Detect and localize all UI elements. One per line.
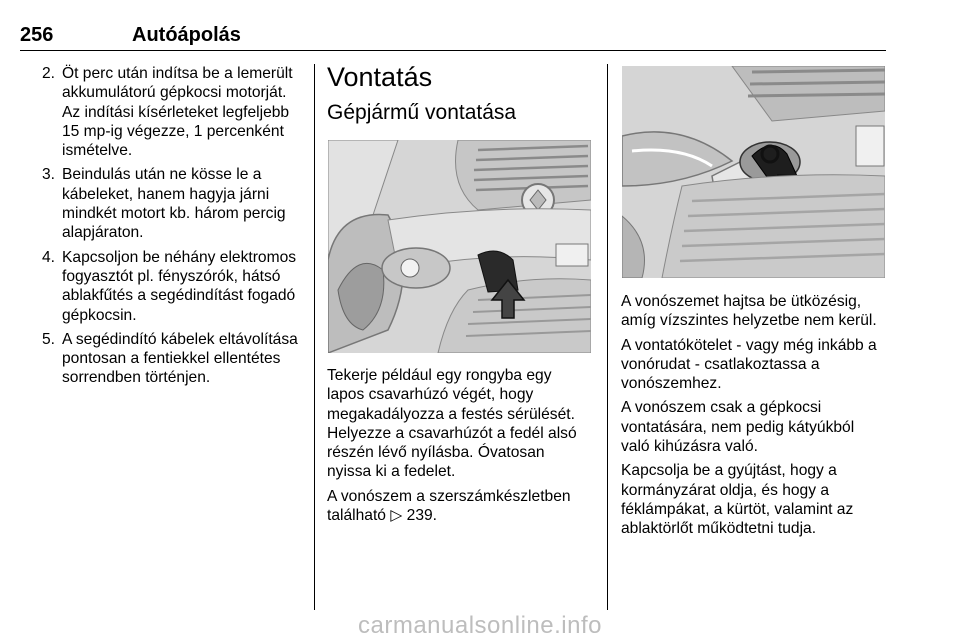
item-number: 4.: [42, 248, 56, 266]
page-number: 256: [20, 24, 54, 46]
towing-eye-text-block: [621, 292, 887, 544]
list-item: [38, 64, 303, 160]
section-subheading: Gépjármű vontatása: [327, 101, 517, 124]
paragraph: A vonószem csak a gépkocsi vontatására, nem pedig kátyúkból való kihúzásra való.: [621, 399, 855, 456]
item-text: Öt perc után indítsa be a lemerült akkumulátorú gépkocsi motorját. Az indítási kísérleteket legfeljebb 15 mp-ig végezze, 1 percenként ismételve.: [62, 65, 293, 160]
item-text: Beindulás után ne kösse le a kábeleket, hanem hagyja járni mindkét motort kb. három percig alapjáraton.: [62, 166, 286, 242]
list-item: [38, 165, 303, 242]
item-number: 2.: [42, 65, 56, 82]
item-text: Kapcsoljon be néhány elektromos fogyasztót pl. fényszórók, hátsó ablakfűtés a segédindítást fogadó gépkocsin.: [62, 248, 297, 324]
reference-arrow-icon: ▷: [390, 507, 403, 525]
item-number: 3.: [42, 166, 56, 184]
page-reference[interactable]: 239.: [406, 507, 438, 525]
towing-column: [327, 60, 592, 127]
towing-eye-figure: [622, 66, 885, 278]
chapter-title: Autóápolás: [132, 24, 241, 46]
item-text: A segédindító kábelek eltávolítása pontosan a fentiekkel ellentétes sorrendben történjen.: [62, 330, 298, 387]
section-heading: Vontatás: [327, 62, 433, 92]
bumper-cover-figure: [328, 140, 591, 353]
column-divider-right: [607, 64, 608, 610]
paragraph-text: A vonószem a szerszámkészletben található: [327, 487, 571, 525]
paragraph: Kapcsolja be a gyújtást, hogy a kormányzárat oldja, és hogy a féklámpákat, a kürtöt, valamint az ablaktörlőt működtetni tudja.: [621, 462, 854, 538]
bumper-cover-illustration: [328, 140, 591, 353]
paragraph: [327, 487, 592, 526]
towing-eye-illustration: [622, 66, 885, 278]
column-divider-left: [314, 64, 315, 610]
item-number: 5.: [42, 330, 56, 348]
list-item: [38, 330, 303, 388]
steps-list: [38, 64, 303, 388]
page-header: [20, 22, 886, 51]
paragraph: Tekerje például egy rongyba egy lapos csavarhúzó végét, hogy megakadályozza a festés sérülését. Helyezze a csavarhúzót a fedél alsó részén lévő nyílásba. Óvatosan nyissa ki a fedelet.: [327, 367, 577, 481]
paragraph: A vonószemet hajtsa be ütközésig, amíg vízszintes helyzetbe nem kerül.: [621, 293, 877, 330]
list-item: [38, 248, 303, 325]
towing-text-block: [327, 366, 592, 530]
steps-column: [38, 64, 303, 393]
paragraph: A vontatókötelet - vagy még inkább a vonórudat - csatlakoztassa a vonószemhez.: [621, 336, 877, 393]
watermark: carmanualsonline.info: [358, 612, 602, 639]
